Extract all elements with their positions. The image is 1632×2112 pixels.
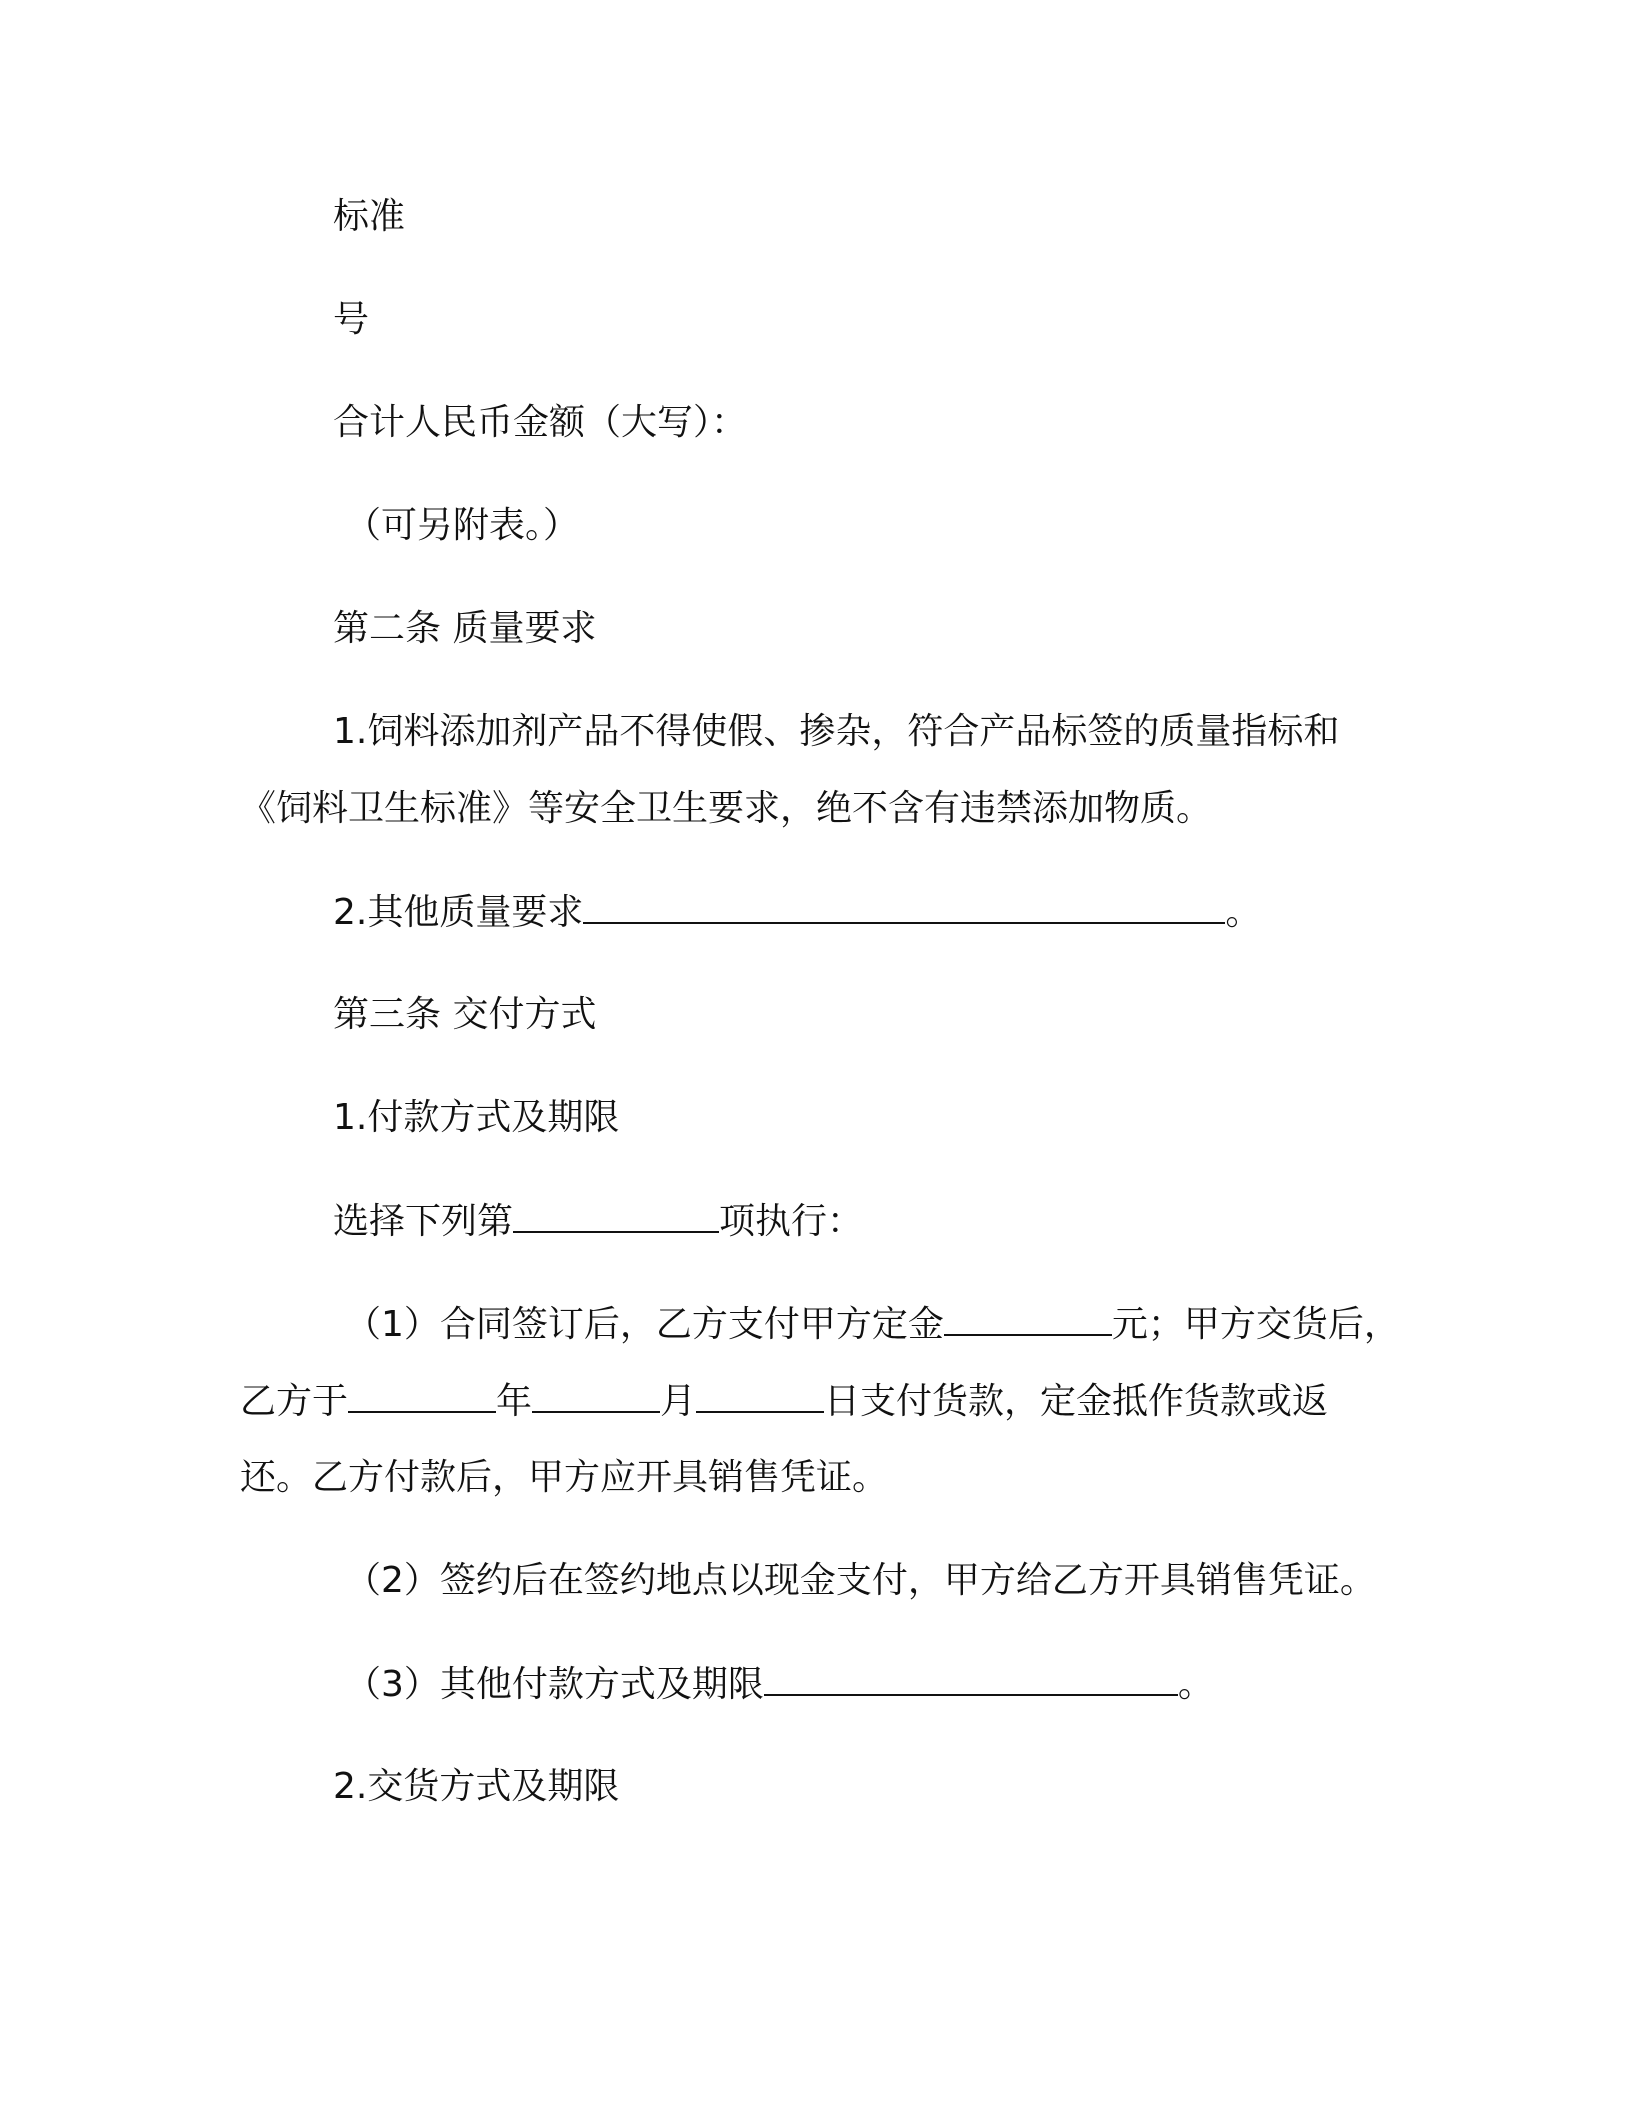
text-line-number — [333, 300, 369, 340]
quality-clause-2-end: 。 — [1225, 892, 1262, 933]
quality-clause-2 — [333, 892, 1261, 933]
delivery-title: 2.交货方式及期限 — [333, 1766, 620, 1807]
payment-option-suffix: 项执行： — [719, 1201, 864, 1242]
payment-option-1-line-2 — [240, 1381, 1328, 1422]
article-3-heading — [333, 995, 596, 1035]
text-standard: 标准 — [333, 196, 406, 237]
payment-month-label: 月 — [660, 1381, 697, 1422]
text-line-attach-note — [345, 506, 579, 546]
other-payment-blank[interactable] — [764, 1664, 1178, 1696]
payment-option-3-end: 。 — [1177, 1664, 1214, 1705]
payment-option-blank[interactable] — [513, 1201, 719, 1233]
payment-year-blank[interactable] — [348, 1381, 496, 1413]
payment-day-blank[interactable] — [696, 1381, 824, 1413]
payment-option-1-line-1 — [345, 1304, 1400, 1345]
payment-option-select — [333, 1201, 863, 1242]
text-line-total-amount — [333, 403, 747, 443]
payment-option-label: 选择下列第 — [333, 1201, 514, 1242]
text-total-amount: 合计人民币金额（大写）： — [333, 402, 748, 443]
article-3-title: 第三条 交付方式 — [333, 994, 597, 1035]
payment-option-3 — [345, 1664, 1214, 1705]
text-number: 号 — [333, 299, 370, 340]
payment-month-blank[interactable] — [532, 1381, 660, 1413]
text-line-standard — [333, 197, 405, 237]
other-quality-blank[interactable] — [583, 892, 1225, 924]
payment-option-1-text-2: 元；甲方交货后， — [1111, 1304, 1400, 1345]
quality-clause-1-line-2 — [240, 789, 1212, 829]
payment-option-3-label: （3）其他付款方式及期限 — [345, 1664, 764, 1705]
article-2-title: 第二条 质量要求 — [333, 608, 597, 649]
deposit-amount-blank[interactable] — [944, 1304, 1112, 1336]
payment-option-1-day-text: 日支付货款，定金抵作货款或返 — [824, 1381, 1329, 1422]
payment-year-label: 年 — [496, 1381, 533, 1422]
payment-option-1-text-3: 还。乙方付款后，甲方应开具销售凭证。 — [240, 1457, 889, 1498]
payment-option-1-pay-prefix: 乙方于 — [240, 1381, 349, 1422]
payment-option-2-text: （2）签约后在签约地点以现金支付，甲方给乙方开具销售凭证。 — [345, 1560, 1376, 1601]
quality-clause-1-text-1: 1.饲料添加剂产品不得使假、掺杂，符合产品标签的质量指标和 — [333, 711, 1340, 752]
payment-option-1-text-1: （1）合同签订后，乙方支付甲方定金 — [345, 1304, 944, 1345]
payment-option-2 — [345, 1561, 1376, 1601]
quality-clause-1-text-2: 《饲料卫生标准》等安全卫生要求，绝不含有违禁添加物质。 — [240, 788, 1213, 829]
text-attach-note: （可另附表。） — [345, 505, 580, 546]
article-2-heading — [333, 609, 596, 649]
delivery-heading — [333, 1767, 619, 1807]
payment-title: 1.付款方式及期限 — [333, 1097, 620, 1138]
payment-heading — [333, 1098, 619, 1138]
quality-clause-1-line-1 — [333, 712, 1339, 752]
quality-clause-2-label: 2.其他质量要求 — [333, 892, 584, 933]
payment-option-1-line-3 — [240, 1458, 888, 1498]
